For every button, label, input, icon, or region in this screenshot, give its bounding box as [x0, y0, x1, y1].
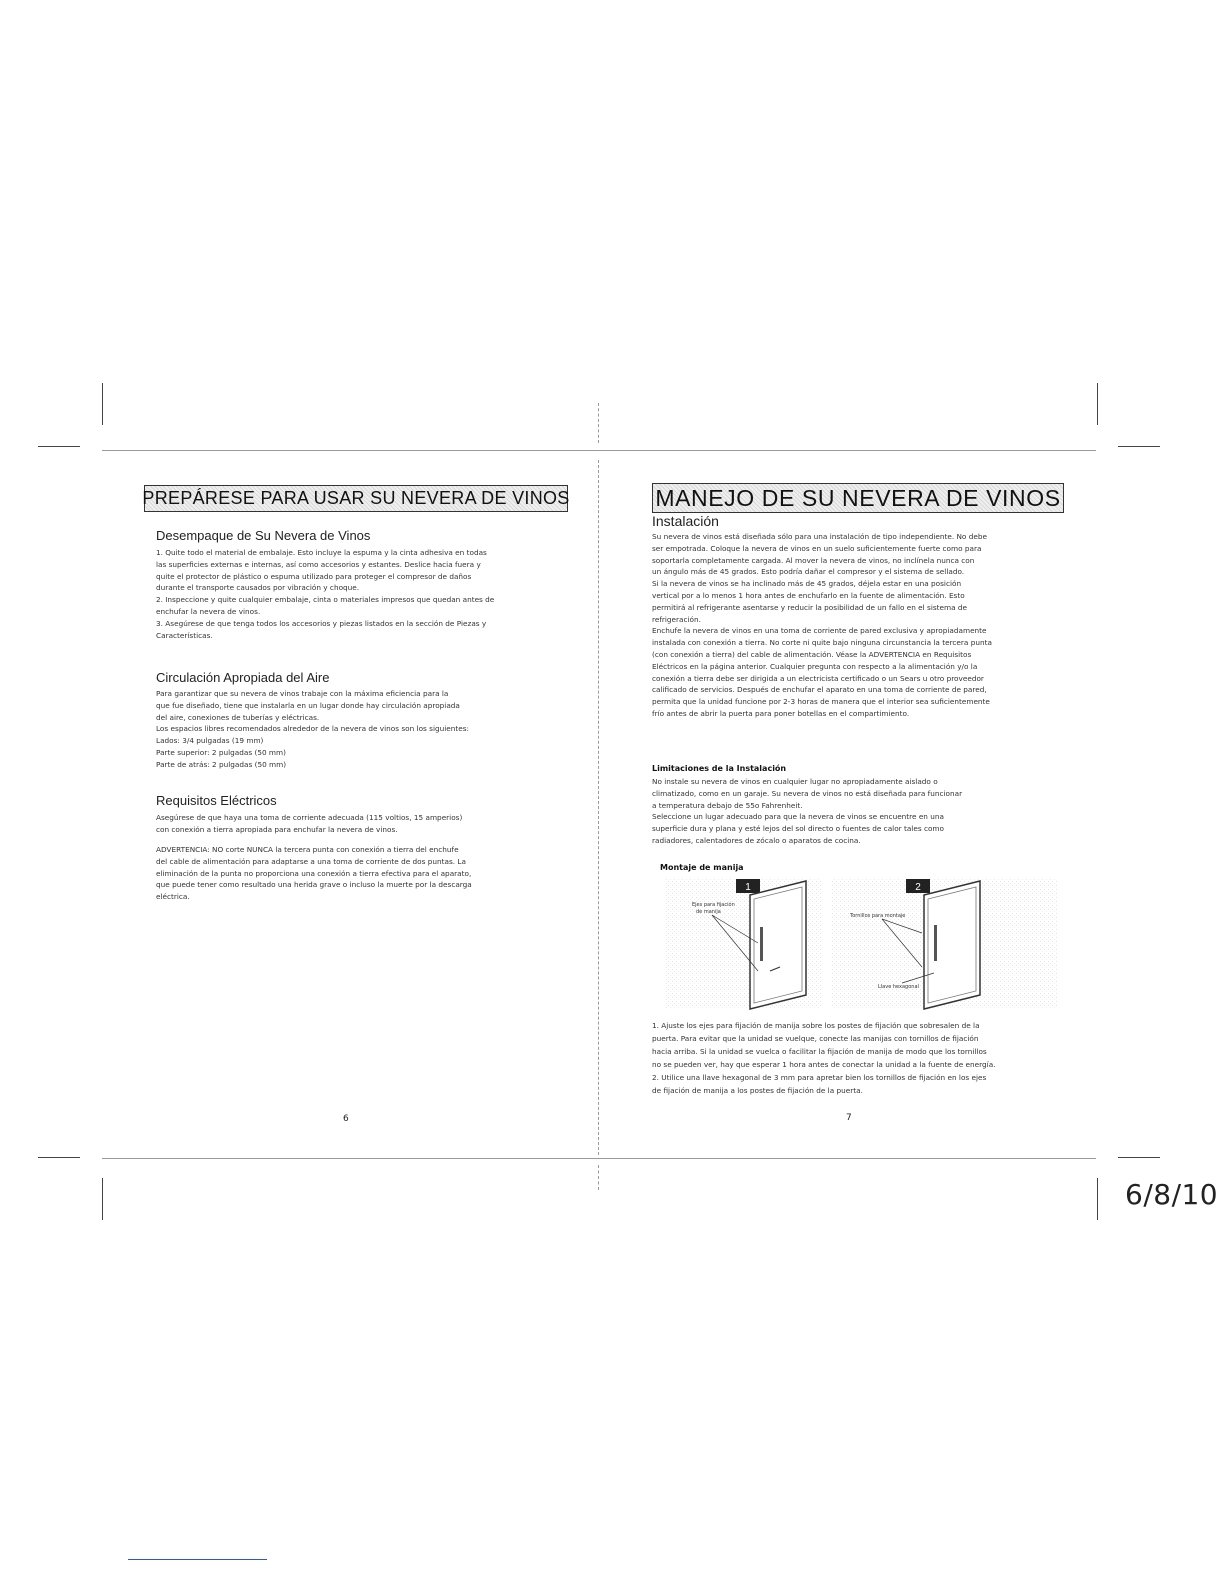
air-circulation-heading: Circulación Apropiada del Aire: [156, 670, 330, 685]
crop-mark-right-top: [1118, 446, 1160, 447]
spread-sheet: [102, 450, 1096, 1159]
handle-shaft-1: [760, 927, 763, 961]
footer-link-underline[interactable]: [128, 1559, 267, 1560]
air-circulation-paragraph: Para garantizar que su nevera de vinos trabaje con la máxima eficiencia para la que fue diseñado, tiene que instalarla en un lugar donde hay circulación apropiada del aire, conexiones de tuberías y eléctricas. Los espacios libres recomendados alrededor de la nevera de vinos son los siguientes: Lados: 3/4 pulgadas (19 mm) Parte superior: 2 pulgadas (50 mm) Parte de atrás: 2 pulgadas (50 mm): [156, 689, 470, 769]
unpack-paragraph: 1. Quite todo el material de embalaje. Esto incluye la espuma y la cinta adhesiva en todas las superficies externas e internas, así como accesorios y estantes. Deslice hacia fuera y quite el protector de plástico o espuma utilizado para proteger el compresor de daños durante el transporte causados por vibración y choque. 2. Inspeccione y quite cualquier embalaje, cinta o materiales impresos que quedan antes de enchufar la nevera de vinos. 3. Asegúrese de que tenga todos los accesorios y piezas listados en la sección de Piezas y Características.: [156, 548, 495, 640]
label-shafts-line2: de manija: [696, 909, 721, 915]
right-banner-title: MANEJO DE SU NEVERA DE VINOS: [652, 483, 1064, 513]
door-outline-1: [750, 881, 806, 1009]
step-1-number: 1: [745, 882, 751, 893]
left-banner-title: PREPÁRESE PARA USAR SU NEVERA DE VINOS: [144, 485, 568, 512]
left-page-number: 6: [343, 1114, 349, 1124]
unpack-heading: Desempaque de Su Nevera de Vinos: [156, 528, 371, 543]
crop-mark-top-right: [1097, 383, 1098, 425]
center-fold-top-line: [598, 403, 599, 443]
label-hex-key: Llave hexagonal: [878, 984, 919, 990]
installation-paragraph: Su nevera de vinos está diseñada sólo para una instalación de tipo independiente. No debe ser empotrada. Coloque la nevera de vinos en un suelo suficientemente fuerte como para soportarla completamente cargada. Al mover la nevera de vinos, no inclínela nunca con un ángulo más de 45 grados. Esto podría dañar el compresor y el sistema de sellado. Si la nevera de vinos se ha inclinado más de 45 grados, déjela estar en una posición vertical por a lo menos 1 hora antes de enchufarlo en la fuente de alimentación. Esto permitirá al refrigerante asentarse y reducir la posibilidad de un fallo en el sistema de refrigeración. Enchufe la nevera de vinos en una toma de corriente de pared exclusiva y apropiadamente instalada con conexión a tierra. No corte ni quite bajo ninguna circunstancia la tercera punta (con conexión a tierra) del cable de alimentación. Véase la ADVERTENCIA en Requisitos Eléctricos en la página anterior. Cualquier pregunta con respecto a la alimentación y/o la conexión a tierra debe ser dirigida a un electricista certificado o un Sears u otro proveedor calificado de servicios. Después de enchufar el aparato en una toma de corriente de pared, permita que la unidad funcione por 2-3 horas de manera que el interior sea suficientemente frío antes de abrir la puerta para poner botellas en el compartimiento.: [652, 532, 992, 718]
diagram-step-2-panel: [832, 879, 1058, 1009]
crop-mark-right-bottom: [1118, 1157, 1160, 1158]
crop-mark-bottom-right: [1097, 1178, 1098, 1220]
crop-mark-bottom-left: [102, 1178, 103, 1220]
crop-mark-left-top: [38, 446, 80, 447]
electrical-heading: Requisitos Eléctricos: [156, 793, 277, 808]
handle-mounting-diagram: [652, 877, 1067, 1015]
crop-mark-top-left: [102, 383, 103, 425]
door-outline-2: [924, 881, 980, 1009]
right-page-number: 7: [846, 1113, 852, 1123]
electrical-warning: ADVERTENCIA: NO corte NUNCA la tercera punta con conexión a tierra del enchufe del cable de alimentación para adaptarse a una toma de corriente de dos puntas. La eliminación de la punta no proporciona una conexión a tierra efectiva para el aparato, que puede tener como resultado una herida grave o incluso la muerte por la descarga eléctrica.: [156, 845, 472, 902]
electrical-paragraph: Asegúrese de que haya una toma de corriente adecuada (115 voltios, 15 amperios) con conexión a tierra apropiada para enchufar la nevera de vinos.: [156, 813, 463, 834]
limits-heading: Limitaciones de la Instalación: [652, 764, 787, 773]
label-mounting-screws: Tornillos para montaje: [850, 913, 906, 919]
diagram-step-1-panel: [666, 879, 822, 1009]
handle-shaft-2: [934, 925, 937, 961]
installation-heading: Instalación: [652, 513, 719, 529]
limits-paragraph: No instale su nevera de vinos en cualquier lugar no apropiadamente aislado o climatizado, como en un garaje. Su nevera de vinos no está diseñada para funcionar a temperatura debajo de 55o Fahrenheit. Seleccione un lugar adecuado para que la nevera de vinos se encuentre en una superficie dura y plana y esté lejos del sol directo o fuentes de calor tales como radiadores, calentadores de zócalo o aparatos de cocina.: [652, 777, 963, 845]
date-stamp: 6/8/10: [1125, 1178, 1219, 1211]
crop-mark-left-bottom: [38, 1157, 80, 1158]
label-shafts-line1: Ejes para fijación: [692, 902, 735, 908]
handle-steps-paragraph: 1. Ajuste los ejes para fijación de manija sobre los postes de fijación que sobresalen de la puerta. Para evitar que la unidad se vuelque, conecte las manijas con tornillos de fijación hacia arriba. Si la unidad se vuelca o facilitar la fijación de manija de modo que los tornillos no se pueden ver, hay que esperar 1 hora antes de conectar la unidad a la fuente de energía. 2. Utilice una llave hexagonal de 3 mm para apretar bien los tornillos de fijación en los ejes de fijación de manija a los postes de fijación de la puerta.: [652, 1021, 996, 1095]
center-fold-bottom-line: [598, 1165, 599, 1190]
step-2-number: 2: [915, 882, 921, 893]
handle-mounting-heading: Montaje de manija: [660, 863, 744, 872]
